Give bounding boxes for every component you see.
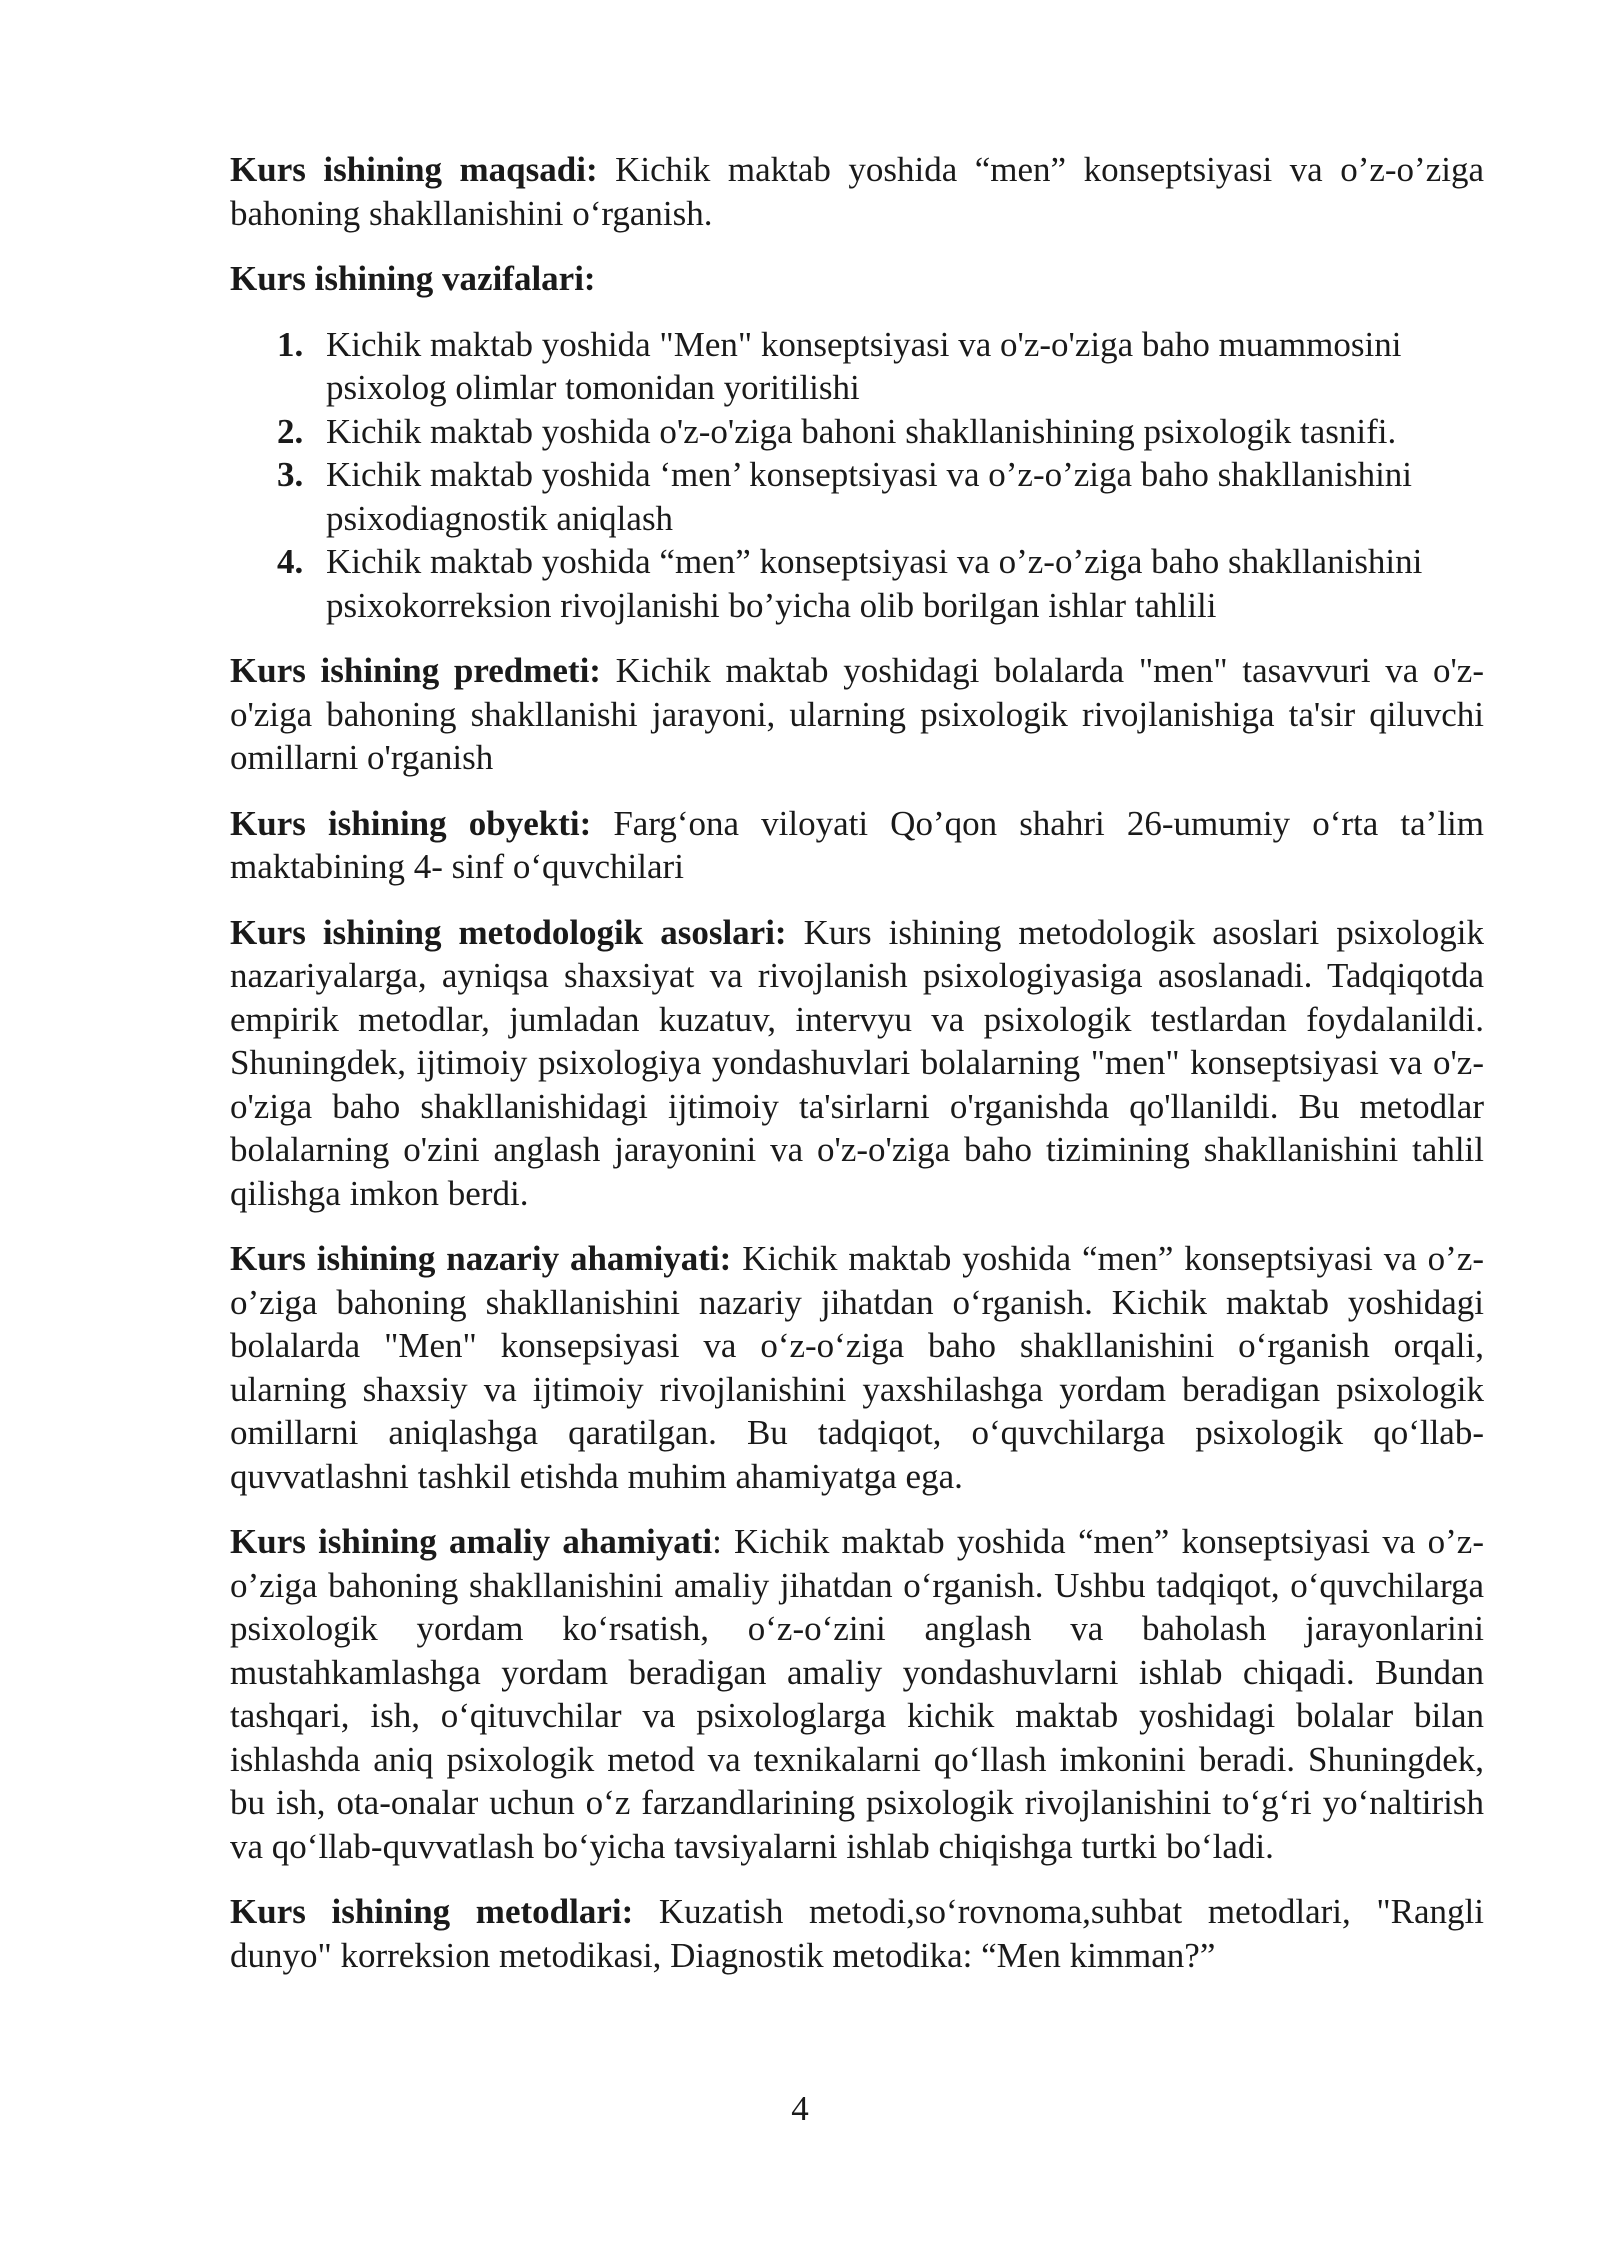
heading-predmet: Kurs ishining predmeti: — [230, 651, 601, 690]
task-list — [230, 323, 1484, 628]
paragraph-predmet — [230, 649, 1484, 780]
paragraph-obyekt — [230, 802, 1484, 889]
paragraph-metodlar — [230, 1890, 1484, 1977]
list-item-number: 3. — [277, 455, 304, 494]
paragraph-metodologik — [230, 911, 1484, 1216]
paragraph-vazifalar-heading — [230, 257, 1484, 301]
text-obyekt: Farg‘ona viloyati Qo’qon shahri 26-umumiy o‘rta ta’lim maktabining 4- sinf o‘quvchilari — [230, 803, 1484, 886]
list-item-text: Kichik maktab yoshida o'z-o'ziga bahoni shakllanishining psixologik tasnifi. — [326, 411, 1397, 451]
list-item-number: 4. — [277, 542, 304, 581]
heading-metodologik: Kurs ishining metodologik asoslari: — [230, 912, 787, 952]
paragraph-nazariy — [230, 1237, 1484, 1498]
heading-nazariy: Kurs ishining nazariy ahamiyati: — [230, 1239, 732, 1278]
text-predmet: Kichik maktab yoshidagi bolalarda "men" tasavvuri va o'z-o'ziga bahoning shakllanishi jarayoni, ularning psixologik rivojlanishiga ta'sir qiluvchi omillarni o'rganish — [230, 651, 1484, 777]
page-number: 4 — [791, 2089, 809, 2128]
list-item-text: Kichik maktab yoshida "Men" konseptsiyasi va o'z-o'ziga baho muammosini psixolog olimlar tomonidan yoritilishi — [326, 324, 1402, 407]
heading-vazifalar: Kurs ishining vazifalari: — [230, 259, 596, 298]
list-item-text: Kichik maktab yoshida ‘men’ konseptsiyasi va o’z-o’ziga baho shakllanishini psixodiagnostik aniqlash — [326, 455, 1413, 538]
list-item-number: 1. — [277, 324, 304, 364]
text-maqsad: Kichik maktab yoshida “men” konseptsiyasi va o’z-o’ziga bahoning shakllanishini o‘rganish. — [230, 150, 1484, 233]
paragraph-amaliy — [230, 1520, 1484, 1868]
text-metodologik: Kurs ishining metodologik asoslari psixologik nazariyalarga, ayniqsa shaxsiyat va rivojlanish psixologiyasiga asoslanadi. Tadqiqotda empirik metodlar, jumladan kuzatuv, intervyu va psixologik testlardan foydalanildi. Shuningdek, ijtimoiy psixologiya yondashuvlari bolalarning "men" konseptsiyasi va o'z-o'ziga baho shakllanishidagi ijtimoiy ta'sirlarni o'rganishda qo'llanildi. Bu metodlar bolalarning o'zini anglash jarayonini va o'z-o'ziga baho tizimining shakllanishini tahlil qilishga imkon berdi. — [230, 912, 1484, 1213]
text-amaliy: : Kichik maktab yoshida “men” konseptsiyasi va o’z-o’ziga bahoning shakllanishini amaliy jihatdan o‘rganish. Ushbu tadqiqot, o‘quvchilarga psixologik yordam ko‘rsatish, o‘z-o‘zini anglash va baholash jarayonlarini mustahkamlashga yordam beradigan amaliy yondashuvlarni ishlab chiqadi. Bundan tashqari, ish, o‘qituvchilar va psixologlarga kichik maktab yoshidagi bolalar bilan ishlashda aniq psixologik metod va texnikalarni qo‘llash imkonini beradi. Shuningdek, bu ish, ota-onalar uchun o‘z farzandlarining psixologik rivojlanishini to‘g‘ri yo‘naltirish va qo‘llab-quvvatlash bo‘yicha tavsiyalarni ishlab chiqishga turtki bo‘ladi. — [230, 1522, 1484, 1866]
list-item — [230, 323, 1484, 410]
list-item-number: 2. — [277, 411, 304, 451]
text-nazariy: Kichik maktab yoshida “men” konseptsiyasi va o’z-o’ziga bahoning shakllanishini nazariy jihatdan o‘rganish. Kichik maktab yoshidagi bolalarda "Men" konsepsiyasi va o‘z-o‘ziga baho shakllanishini o‘rganish orqali, ularning shaxsiy va ijtimoiy rivojlanishini yaxshilashga yordam beradigan psixologik omillarni aniqlashga qaratilgan. Bu tadqiqot, o‘quvchilarga psixologik qo‘llab-quvvatlashni tashkil etishda muhim ahamiyatga ega. — [230, 1239, 1485, 1496]
heading-amaliy: Kurs ishining amaliy ahamiyati — [230, 1522, 713, 1561]
list-item — [230, 410, 1484, 454]
heading-metodlar: Kurs ishining metodlari: — [230, 1892, 634, 1931]
list-item — [230, 540, 1484, 627]
document-page — [230, 148, 1484, 1999]
heading-obyekt: Kurs ishining obyekti: — [230, 803, 592, 843]
paragraph-maqsad — [230, 148, 1484, 235]
text-metodlar: Kuzatish metodi,so‘rovnoma,suhbat metodlari, "Rangli dunyo" korreksion metodikasi, Diagnostik metodika: “Men kimman?” — [230, 1892, 1484, 1975]
list-item-text: Kichik maktab yoshida “men” konseptsiyasi va o’z-o’ziga baho shakllanishini psixokorreksion rivojlanishi bo’yicha olib borilgan ishlar tahlili — [326, 542, 1423, 625]
list-item — [230, 453, 1484, 540]
heading-maqsad: Kurs ishining maqsadi: — [230, 150, 598, 189]
